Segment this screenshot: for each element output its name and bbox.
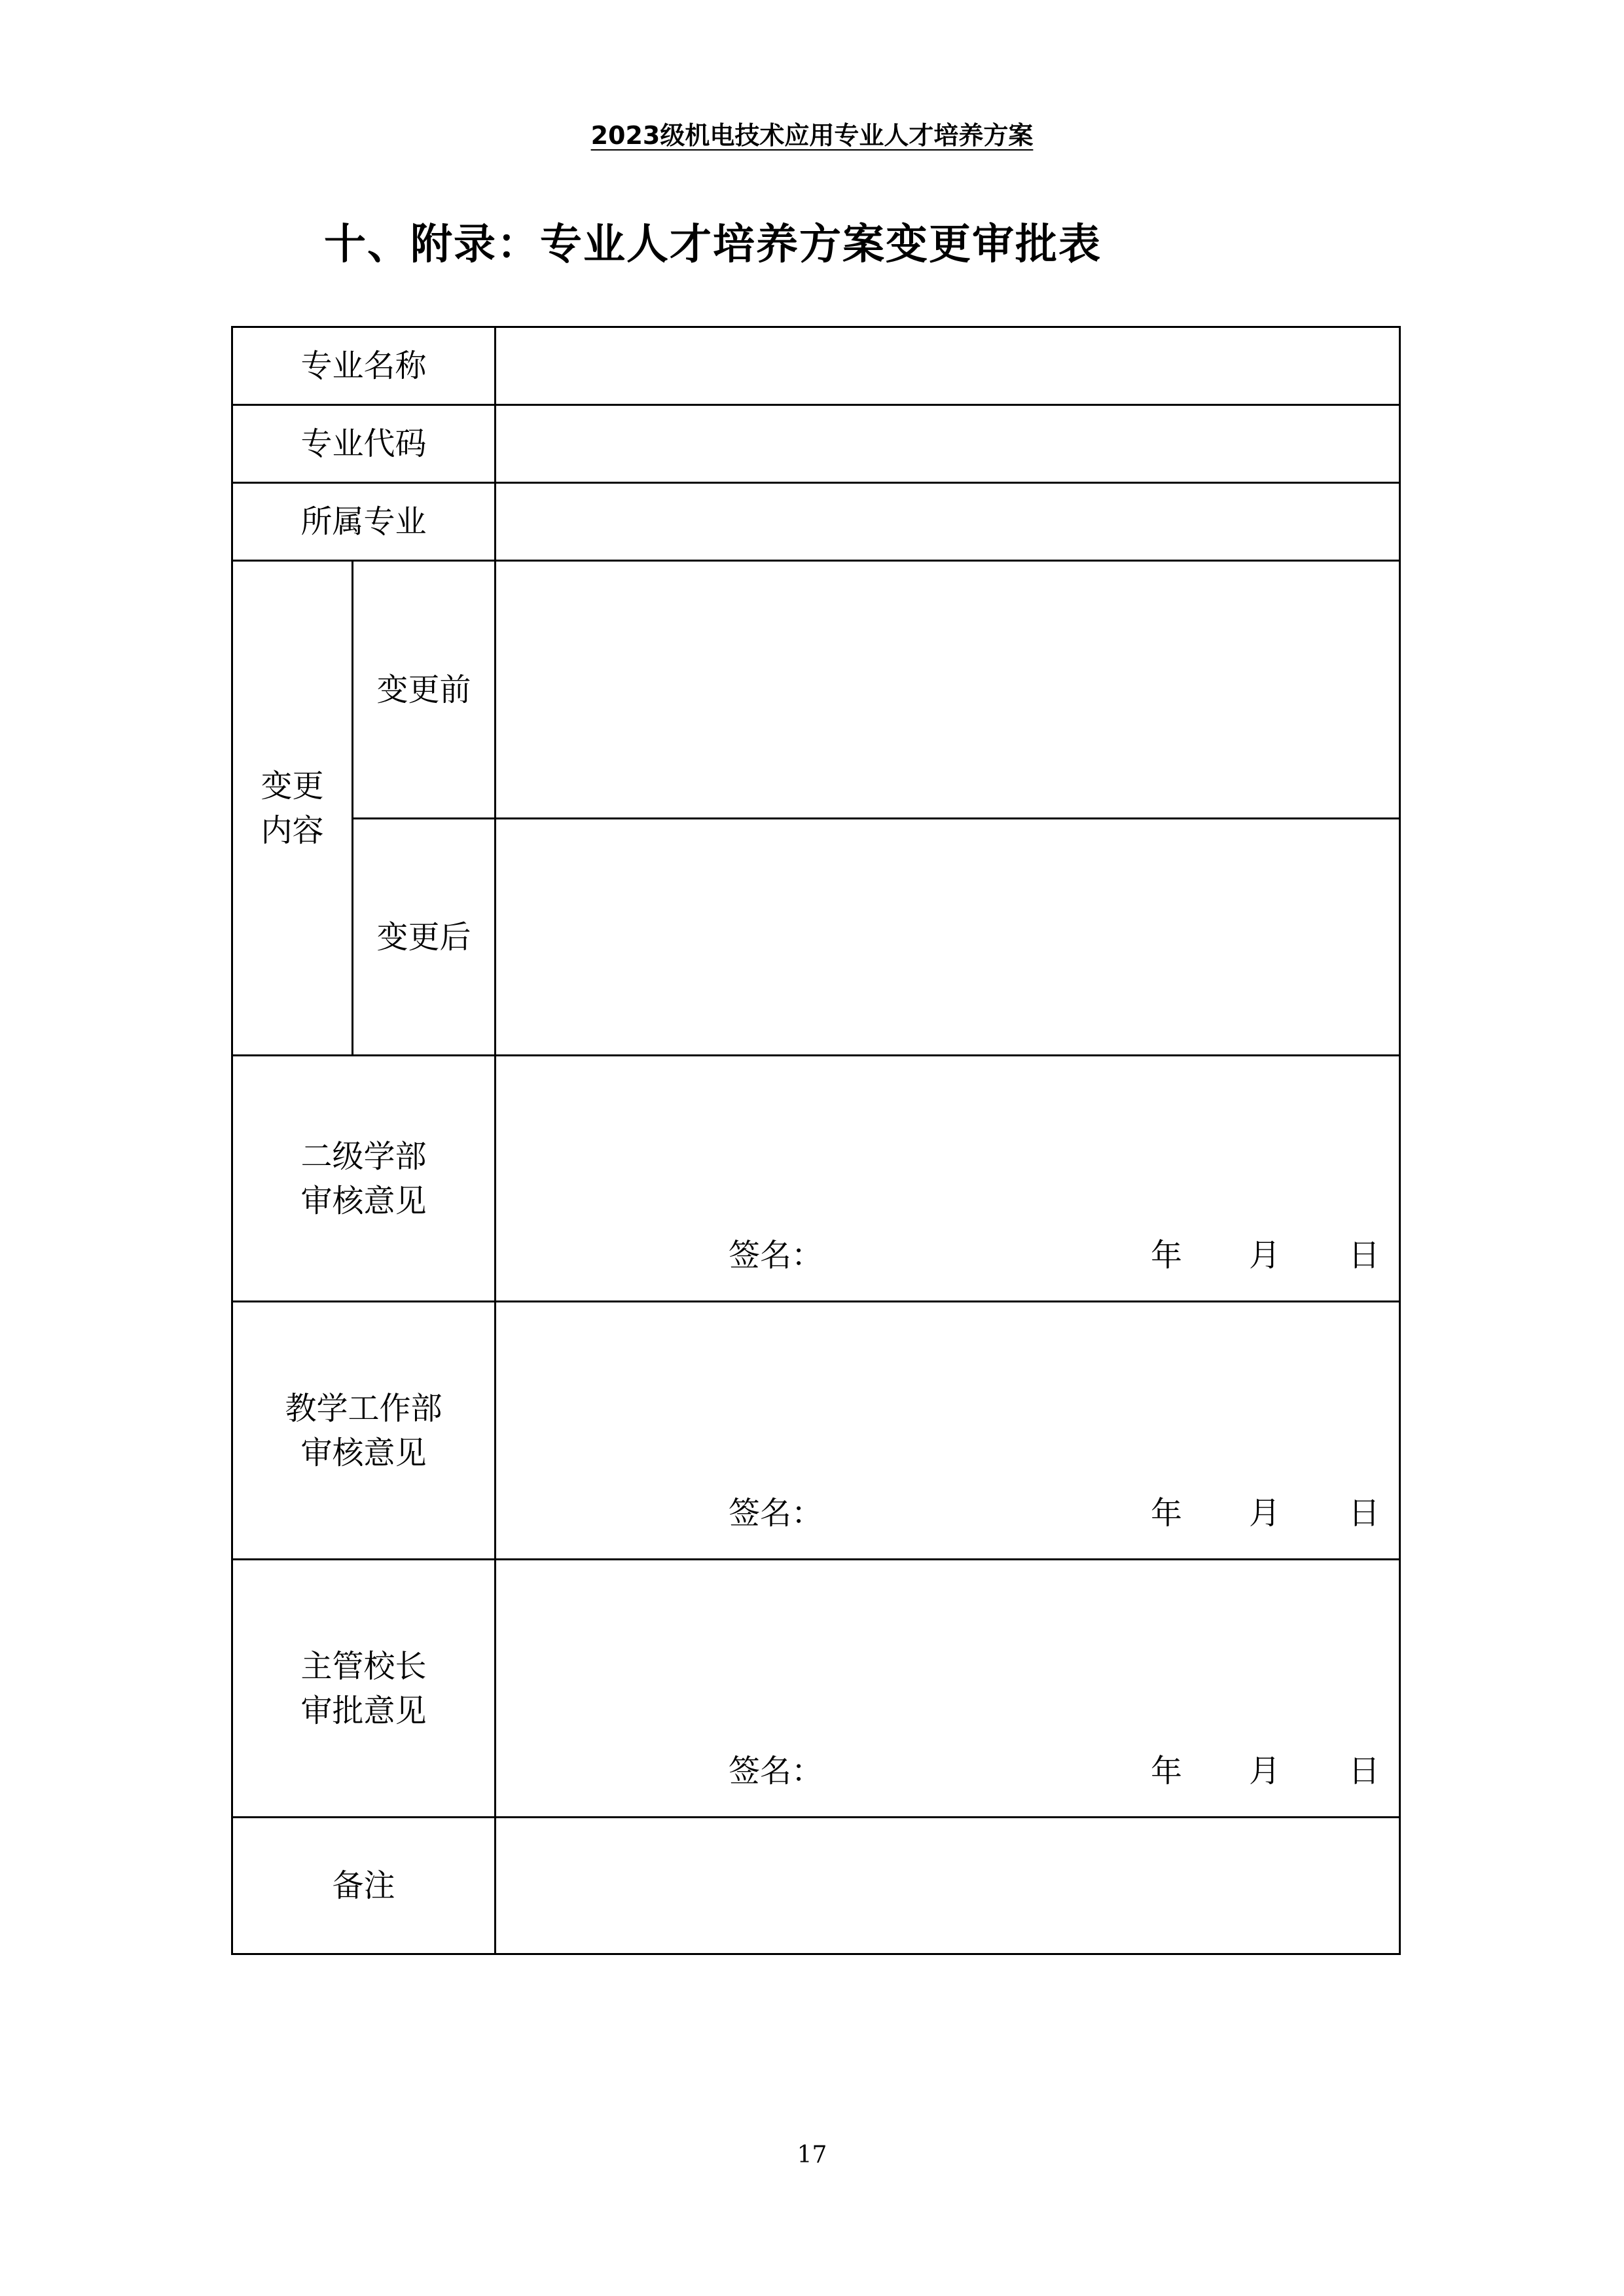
secondary-dept-label-line2: 审核意见 (300, 1182, 427, 1219)
month-label: 月 (1249, 1495, 1281, 1532)
page-number: 17 (797, 2142, 827, 2168)
change-content-label (232, 561, 353, 1056)
remarks-field[interactable] (496, 1818, 1400, 1954)
before-field[interactable] (496, 561, 1400, 819)
month-label: 月 (1249, 1237, 1281, 1274)
day-label: 日 (1348, 1753, 1380, 1789)
major-code-row (232, 405, 1400, 483)
year-label: 年 (1151, 1495, 1183, 1532)
remarks-label: 备注 (232, 1818, 496, 1954)
major-name-field[interactable] (496, 327, 1400, 405)
major-code-field[interactable] (496, 405, 1400, 483)
major-name-label: 专业名称 (232, 327, 496, 405)
affiliation-row (232, 483, 1400, 561)
change-approval-form (231, 326, 1401, 1955)
secondary-dept-label (232, 1056, 496, 1302)
after-label: 变更后 (353, 819, 496, 1056)
before-label: 变更前 (353, 561, 496, 819)
day-label: 日 (1348, 1237, 1380, 1274)
secondary-dept-row (232, 1056, 1400, 1302)
teaching-dept-label-line2: 审核意见 (300, 1434, 427, 1471)
year-label: 年 (1151, 1753, 1183, 1789)
signature-line (496, 1230, 1399, 1274)
affiliation-label: 所属专业 (232, 483, 496, 561)
principal-label-line1: 主管校长 (300, 1647, 427, 1685)
major-code-label: 专业代码 (232, 405, 496, 483)
year-label: 年 (1151, 1237, 1183, 1274)
page-title: 十、附录：专业人才培养方案变更审批表 (324, 221, 1102, 269)
affiliation-field[interactable] (496, 483, 1400, 561)
change-content-label-line2: 内容 (261, 812, 324, 849)
teaching-dept-opinion-field[interactable] (496, 1302, 1400, 1560)
secondary-dept-label-line1: 二级学部 (300, 1138, 427, 1175)
month-label: 月 (1249, 1753, 1281, 1789)
principal-label-line2: 审批意见 (300, 1692, 427, 1729)
after-field[interactable] (496, 819, 1400, 1056)
change-after-row (232, 819, 1400, 1056)
teaching-dept-label (232, 1302, 496, 1560)
change-before-row (232, 561, 1400, 819)
signature-label: 签名： (729, 1753, 823, 1789)
document-header: 2023级机电技术应用专业人才培养方案 (590, 121, 1034, 150)
change-content-label-line1: 变更 (261, 767, 324, 804)
teaching-dept-label-line1: 教学工作部 (285, 1390, 442, 1427)
principal-row (232, 1560, 1400, 1818)
remarks-row (232, 1818, 1400, 1954)
secondary-dept-opinion-field[interactable] (496, 1056, 1400, 1302)
teaching-dept-row (232, 1302, 1400, 1560)
day-label: 日 (1348, 1495, 1380, 1532)
principal-label (232, 1560, 496, 1818)
signature-line (496, 1746, 1399, 1789)
signature-label: 签名： (729, 1237, 823, 1274)
principal-opinion-field[interactable] (496, 1560, 1400, 1818)
signature-line (496, 1488, 1399, 1532)
signature-label: 签名： (729, 1495, 823, 1532)
major-name-row (232, 327, 1400, 405)
